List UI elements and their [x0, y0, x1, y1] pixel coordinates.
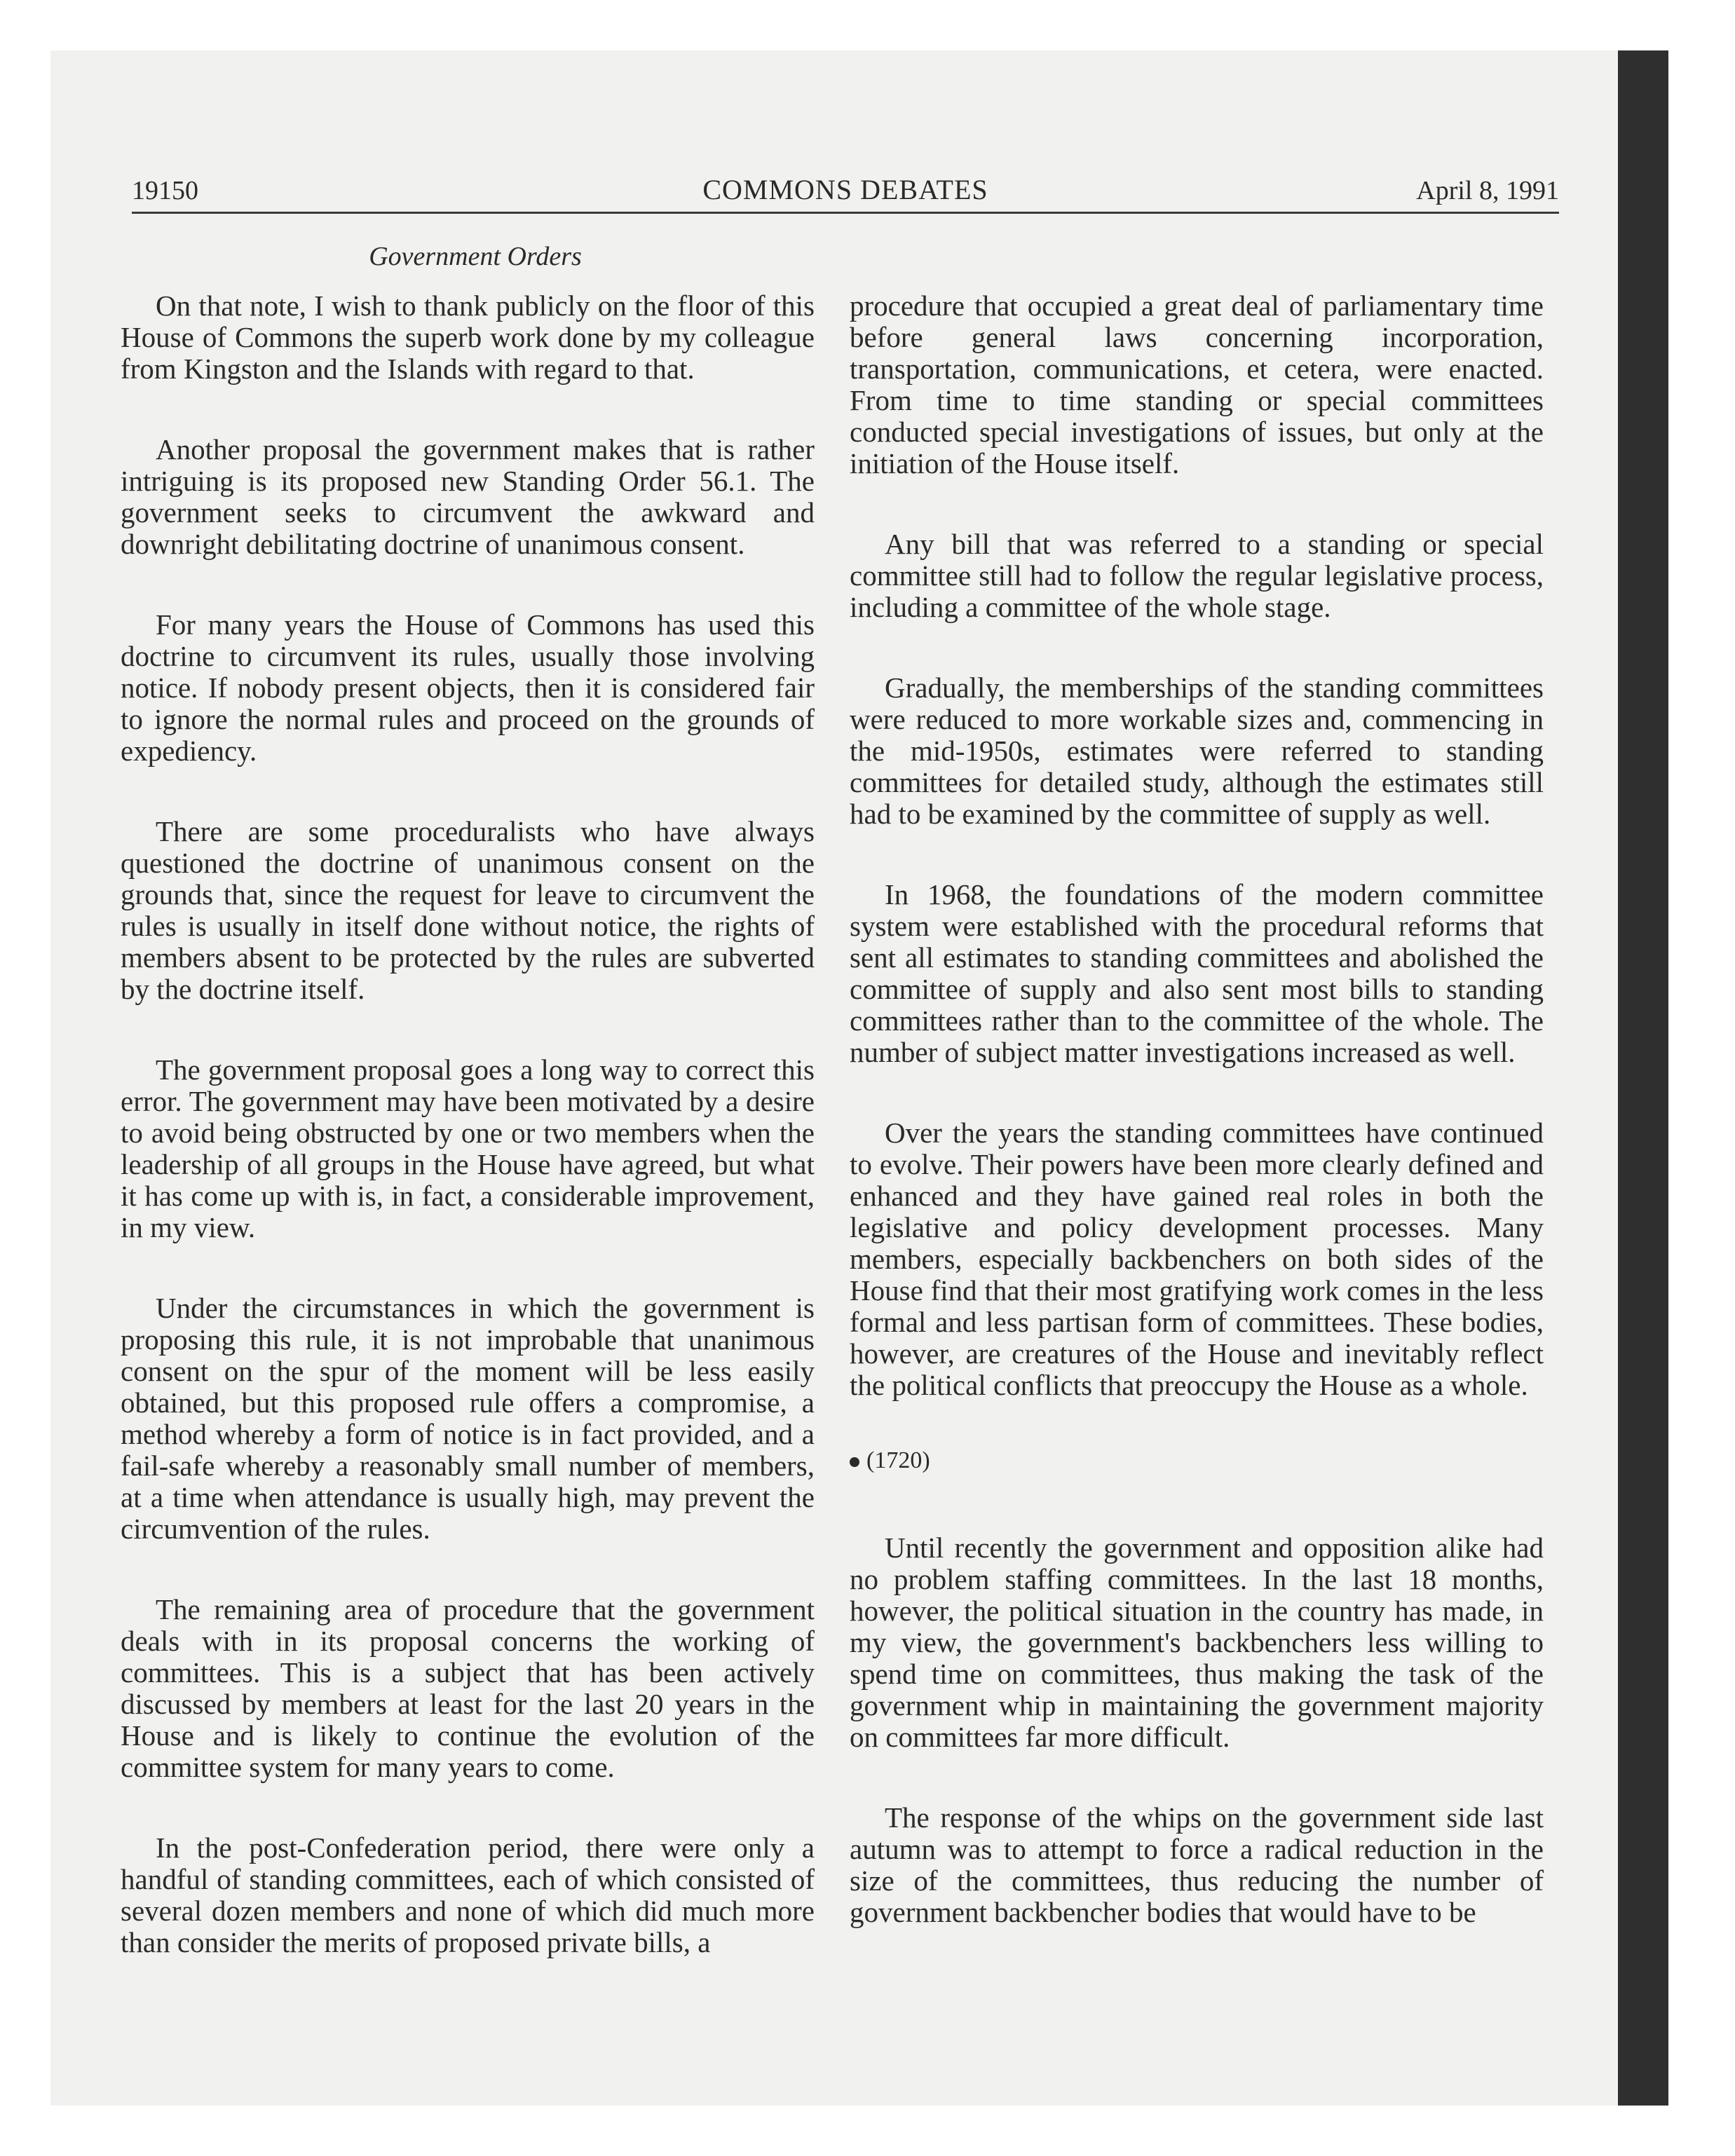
paragraph: Under the circumstances in which the government is proposing this rule, it is not improbable that unanimous consent on the spur of the moment will be less easily obtained, but this proposed rule offers a compromise, a method whereby a form of notice is in fact provided, and a fail-safe whereby a reasonably small number of members, at a time when attendance is usually high, may prevent the circumvention of the rules.	[121, 1292, 815, 1545]
paragraph: The remaining area of procedure that the government deals with in its proposal concerns the working of committees. This is a subject that has been actively discussed by members at least for the last 20 years in the House and is likely to continue the evolution of the committee system for many years to come.	[121, 1593, 815, 1783]
paragraph: Until recently the government and opposition alike had no problem staffing committees. In the last 18 months, however, the political situation in the country has made, in my view, the government's backbenchers less willing to spend time on committees, thus making the task of the government whip in maintaining the government majority on committees far more difficult.	[850, 1531, 1544, 1753]
paragraph: The response of the whips on the government side last autumn was to attempt to force a radical reduction in the size of the committees, thus reducing the number of government backbencher bodies that would have to be	[850, 1801, 1544, 1928]
time-marker	[850, 1445, 1544, 1476]
paragraph: There are some proceduralists who have always questioned the doctrine of unanimous consent on the grounds that, since the request for leave to circumvent the rules is usually in itself done without notice, the rights of members absent to be protected by the rules are subverted by the doctrine itself.	[121, 815, 815, 1005]
paragraph: Any bill that was referred to a standing or special committee still had to follow the regular legislative process, including a committee of the whole stage.	[850, 528, 1544, 623]
header-date: April 8, 1991	[1416, 176, 1559, 205]
time-marker-text: (1720)	[866, 1447, 930, 1473]
paragraph: In 1968, the foundations of the modern committee system were established with the procedural reforms that sent all estimates to standing committees and abolished the committee of supply and also sent most bills to standing committees rather than to the committee of the whole. The number of subject matter investigations increased as well.	[850, 878, 1544, 1068]
scan-edge-bar	[1618, 50, 1668, 2106]
paragraph: On that note, I wish to thank publicly on the floor of this House of Commons the superb work done by my colleague from Kingston and the Islands with regard to that.	[121, 289, 815, 385]
paragraph: For many years the House of Commons has used this doctrine to circumvent its rules, usually those involving notice. If nobody present objects, then it is considered fair to ignore the normal rules and proceed on the grounds of expediency.	[121, 608, 815, 767]
continued-paragraph: procedure that occupied a great deal of parliamentary time before general laws concerning incorporation, transportation, communications, et cetera, were enacted. From time to time standing or special committees conducted special investigations of issues, but only at the initiation of the House itself.	[850, 289, 1544, 479]
paragraph: Gradually, the memberships of the standing committees were reduced to more workable sizes and, commencing in the mid-1950s, estimates were referred to standing committees for detailed study, although the estimates still had to be examined by the committee of supply as well.	[850, 671, 1544, 830]
right-column	[850, 290, 1544, 1977]
bullet-icon	[850, 1457, 859, 1467]
paragraph: Another proposal the government makes that is rather intriguing is its proposed new Standing Order 56.1. The government seeks to circumvent the awkward and downright debilitating doctrine of unanimous consent.	[121, 433, 815, 560]
publication-title: COMMONS DEBATES	[702, 174, 988, 205]
page-header	[132, 168, 1559, 214]
page-number: 19150	[132, 176, 198, 205]
paragraph: The government proposal goes a long way to correct this error. The government may have been motivated by a desire to avoid being obstructed by one or two members when the leadership of all groups in the House have agreed, but what it has come up with is, in fact, a considerable improvement, in my view.	[121, 1053, 815, 1243]
left-column	[121, 290, 815, 2007]
paragraph: In the post-Confederation period, there were only a handful of standing committees, each of which consisted of several dozen members and none of which did much more than consider the merits of proposed private bills, a	[121, 1831, 815, 1958]
paragraph: Over the years the standing committees have continued to evolve. Their powers have been more clearly defined and enhanced and they have gained real roles in both the legislative and policy development processes. Many members, especially backbenchers on both sides of the House find that their most gratifying work comes in the less formal and less partisan form of committees. These bodies, however, are creatures of the House and inevitably reflect the political conflicts that preoccupy the House as a whole.	[850, 1117, 1544, 1401]
section-title: Government Orders	[369, 242, 582, 271]
